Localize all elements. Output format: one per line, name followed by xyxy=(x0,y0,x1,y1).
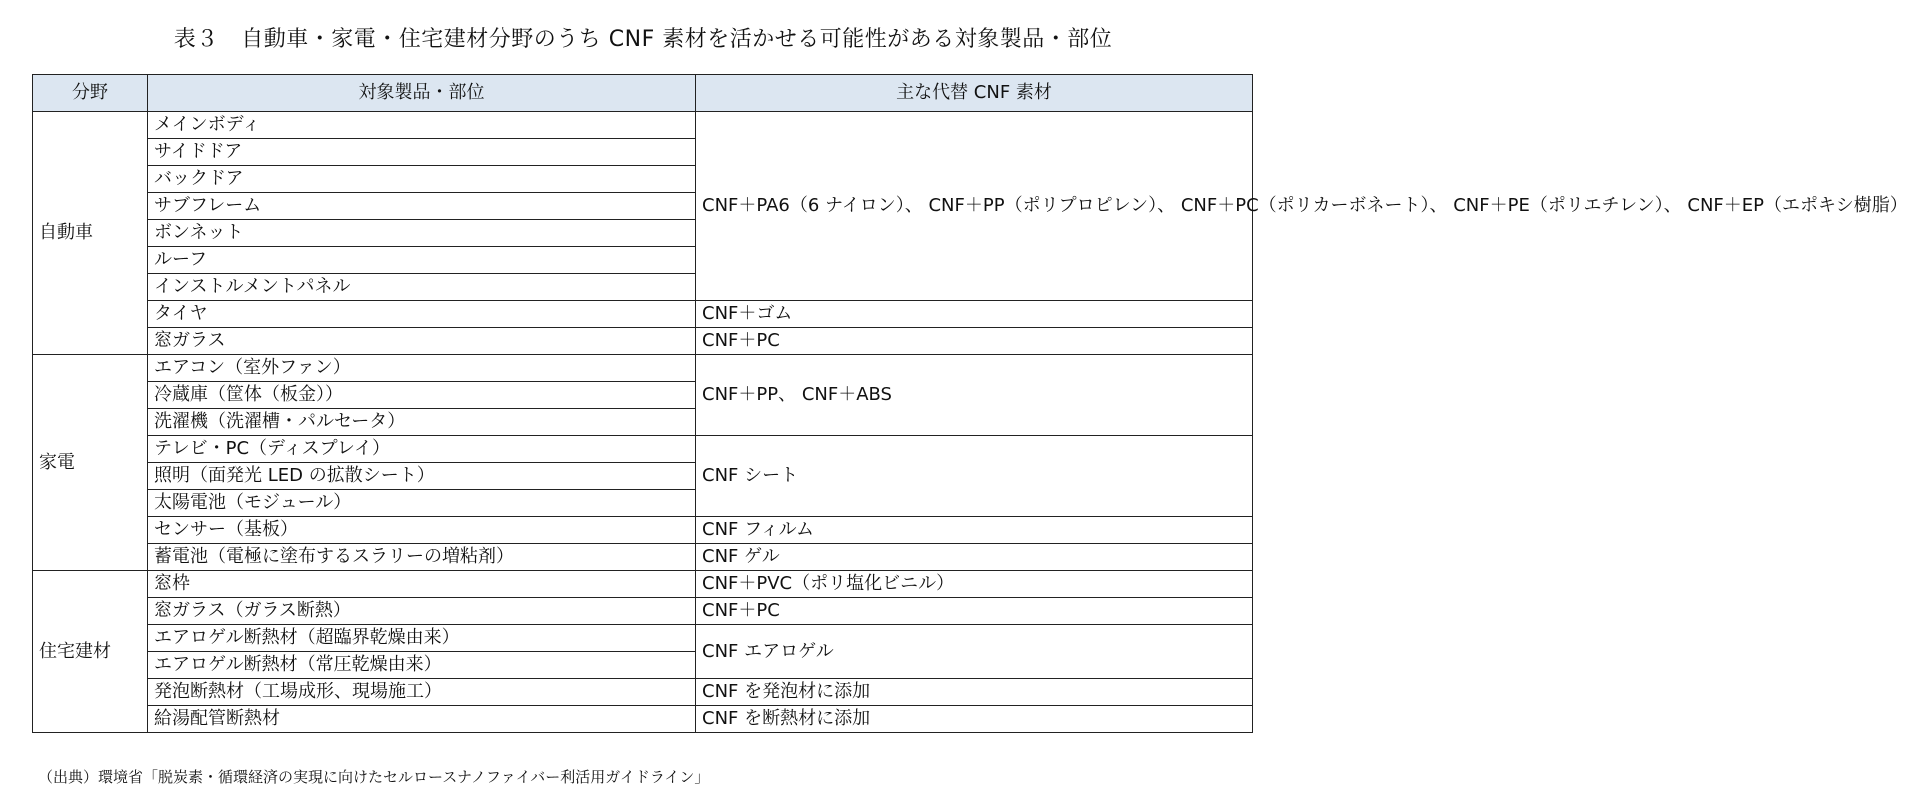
material-cell: CNF＋ゴム xyxy=(696,301,1253,328)
header-row xyxy=(33,75,1253,112)
material-cell: CNF＋PC xyxy=(696,598,1253,625)
source-note: （出典）環境省「脱炭素・循環経済の実現に向けたセルロースナノファイバー利活用ガイドライン」 xyxy=(38,768,710,786)
table-row xyxy=(33,571,1253,598)
material-cell: CNF＋PVC（ポリ塩化ビニル） xyxy=(696,571,1253,598)
target-cell: サイドドア xyxy=(148,139,696,166)
table-row xyxy=(33,328,1253,355)
target-cell: ボンネット xyxy=(148,220,696,247)
material-auto-body: CNF＋PA6（6 ナイロン）、 CNF＋PP（ポリプロピレン）、 CNF＋PC（ポリカーボネート）、 CNF＋PE（ポリエチレン）、 CNF＋EP（エポキシ樹脂） xyxy=(696,112,1253,301)
target-cell: エアロゲル断熱材（常圧乾燥由来） xyxy=(148,652,696,679)
target-cell: エアコン（室外ファン） xyxy=(148,355,696,382)
target-cell: 照明（面発光 LED の拡散シート） xyxy=(148,463,696,490)
table-row xyxy=(33,301,1253,328)
table-row xyxy=(33,112,1253,139)
material-cell: CNF＋PP、 CNF＋ABS xyxy=(696,355,1253,436)
target-cell: バックドア xyxy=(148,166,696,193)
target-cell: インストルメントパネル xyxy=(148,274,696,301)
field-building: 住宅建材 xyxy=(33,571,148,733)
material-cell: CNF フィルム xyxy=(696,517,1253,544)
target-cell: 洗濯機（洗濯槽・パルセータ） xyxy=(148,409,696,436)
table-row xyxy=(33,679,1253,706)
target-cell: 窓ガラス xyxy=(148,328,696,355)
table-row xyxy=(33,436,1253,463)
target-cell: 冷蔵庫（筐体（板金）） xyxy=(148,382,696,409)
target-cell: 窓ガラス（ガラス断熱） xyxy=(148,598,696,625)
target-cell: 発泡断熱材（工場成形、現場施工） xyxy=(148,679,696,706)
material-cell: CNF を発泡材に添加 xyxy=(696,679,1253,706)
table-row xyxy=(33,544,1253,571)
header-target: 対象製品・部位 xyxy=(148,75,696,112)
target-cell: サブフレーム xyxy=(148,193,696,220)
target-cell: エアロゲル断熱材（超臨界乾燥由来） xyxy=(148,625,696,652)
target-cell: センサー（基板） xyxy=(148,517,696,544)
table-row xyxy=(33,625,1253,652)
table-title: 表３ 自動車・家電・住宅建材分野のうち CNF 素材を活かせる可能性がある対象製品・部位 xyxy=(173,27,1113,52)
header-field: 分野 xyxy=(33,75,148,112)
field-auto: 自動車 xyxy=(33,112,148,355)
target-cell: 太陽電池（モジュール） xyxy=(148,490,696,517)
target-cell: 窓枠 xyxy=(148,571,696,598)
material-cell: CNF ゲル xyxy=(696,544,1253,571)
target-cell: 給湯配管断熱材 xyxy=(148,706,696,733)
material-cell: CNF＋PC xyxy=(696,328,1253,355)
table-row xyxy=(33,706,1253,733)
cnf-table xyxy=(32,74,1908,733)
material-cell: CNF を断熱材に添加 xyxy=(696,706,1253,733)
field-appliance: 家電 xyxy=(33,355,148,571)
table-row xyxy=(33,517,1253,544)
target-cell: ルーフ xyxy=(148,247,696,274)
table-row xyxy=(33,598,1253,625)
material-cell: CNF シート xyxy=(696,436,1253,517)
table-row xyxy=(33,355,1253,382)
target-cell: メインボディ xyxy=(148,112,696,139)
header-material: 主な代替 CNF 素材 xyxy=(696,75,1253,112)
target-cell: テレビ・PC（ディスプレイ） xyxy=(148,436,696,463)
target-cell: タイヤ xyxy=(148,301,696,328)
target-cell: 蓄電池（電極に塗布するスラリーの増粘剤） xyxy=(148,544,696,571)
material-cell: CNF エアロゲル xyxy=(696,625,1253,679)
